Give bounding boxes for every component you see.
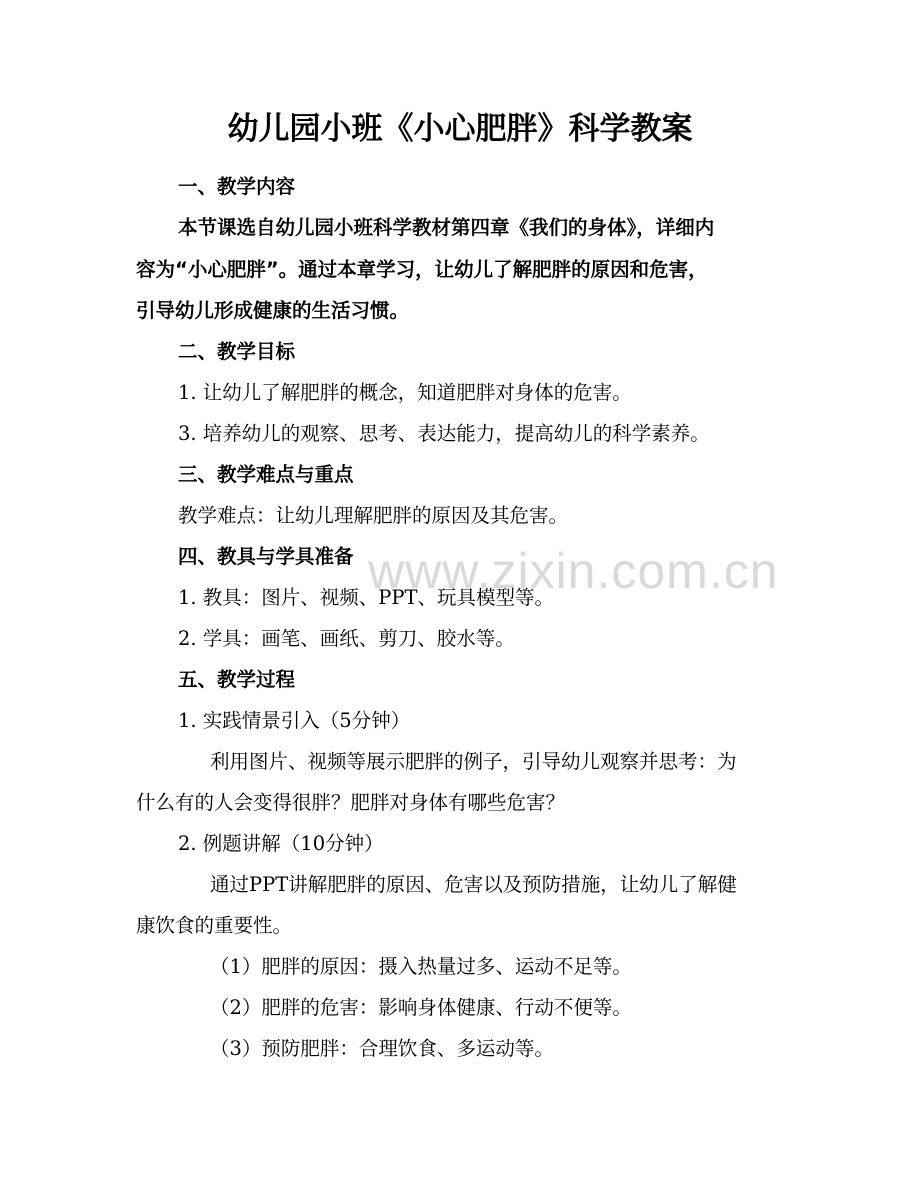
section-heading-content: 一、教学内容	[178, 175, 296, 198]
paragraph-line: 引导幼儿形成健康的生活习惯。	[136, 299, 410, 322]
paragraph-line: 康饮食的重要性。	[136, 914, 293, 937]
paragraph-line: 利用图片、视频等展示肥胖的例子，引导幼儿观察并思考：为	[210, 750, 737, 773]
section-heading-difficulty: 三、教学难点与重点	[178, 463, 354, 486]
list-item: （1）肥胖的原因：摄入热量过多、运动不足等。	[210, 955, 632, 978]
list-item: （2）肥胖的危害：影响身体健康、行动不便等。	[210, 996, 632, 1019]
section-heading-goals: 二、教学目标	[178, 340, 296, 363]
list-item: （3）预防肥胖：合理饮食、多运动等。	[210, 1037, 554, 1060]
step-label: 2. 例题讲解（10分钟）	[178, 832, 384, 855]
paragraph-line: 本节课选自幼儿园小班科学教材第四章《我们的身体》，详细内	[178, 216, 715, 239]
watermark: www.zixin.com.cn	[368, 543, 779, 599]
section-heading-process: 五、教学过程	[178, 668, 296, 691]
document-title: 幼儿园小班《小心肥胖》科学教案	[227, 111, 693, 147]
section-heading-materials: 四、教具与学具准备	[178, 545, 354, 568]
paragraph-line: 教学难点：让幼儿理解肥胖的原因及其危害。	[178, 504, 569, 527]
list-item: 3. 培养幼儿的观察、思考、表达能力，提高幼儿的科学素养。	[178, 422, 710, 445]
paragraph-line: 通过PPT讲解肥胖的原因、危害以及预防措施，让幼儿了解健	[210, 873, 737, 896]
paragraph-line: 什么有的人会变得很胖？肥胖对身体有哪些危害？	[136, 791, 566, 814]
list-item: 2. 学具：画笔、画纸、剪刀、胶水等。	[178, 627, 515, 650]
list-item: 1. 教具：图片、视频、PPT、玩具模型等。	[178, 586, 555, 609]
paragraph-line: 容为“小心肥胖”。通过本章学习，让幼儿了解肥胖的原因和危害，	[136, 258, 708, 281]
list-item: 1. 让幼儿了解肥胖的概念，知道肥胖对身体的危害。	[178, 381, 632, 404]
step-label: 1. 实践情景引入（5分钟）	[178, 709, 411, 732]
